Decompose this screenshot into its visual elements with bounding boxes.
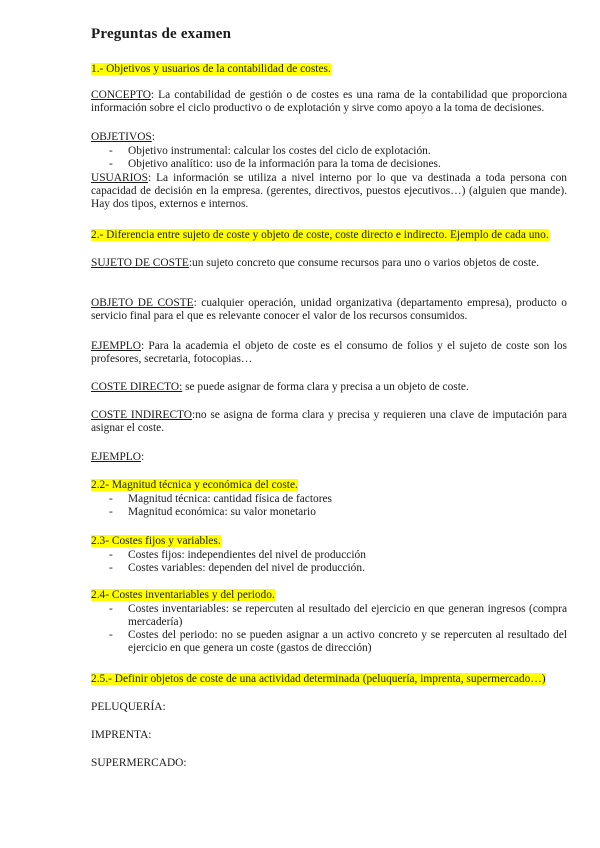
q24-heading: [91, 589, 567, 602]
ejemplo2-label: EJEMPLO: [91, 451, 141, 463]
list-item: - Costes inventariables: se repercuten al resultado del ejercicio en que generan ingresos (compra mercadería): [91, 603, 567, 629]
objeto-text: : cualquier operación, unidad organizativa (departamento empresa), producto o servicio final para el que es relevante conocer el valor de los recursos consumidos.: [91, 297, 567, 322]
q2-objeto-paragraph: [91, 297, 567, 323]
q2-sujeto-paragraph: [91, 257, 567, 270]
sujeto-label: SUJETO DE COSTE: [91, 257, 189, 269]
coste-directo-label: COSTE DIRECTO:: [91, 381, 183, 393]
usuarios-text: : La información se utiliza a nivel interno por lo que va destinada a toda persona con capacidad de decisión en la empresa. (gerentes, directivos, puestos ejecutivos…) (alguien que mande). Hay dos tipos, externos e internos.: [91, 172, 567, 210]
concepto-text: : La contabilidad de gestión o de costes es una rama de la contabilidad que proporciona información sobre el ciclo productivo o de explotación y sirve como apoyo a la toma de decisiones.: [91, 89, 567, 114]
list-item: - Magnitud económica: su valor monetario: [91, 506, 567, 519]
q2-heading: [91, 229, 567, 242]
q2-ejemplo2-line: [91, 451, 567, 464]
q23-heading: [91, 535, 567, 548]
label-supermercado: SUPERMERCADO:: [91, 757, 187, 769]
q2-heading-text: 2.- Diferencia entre sujeto de coste y objeto de coste, coste directo e indirecto. Ejemplo de cada uno.: [91, 229, 549, 241]
q23-heading-text: 2.3- Costes fijos y variables.: [91, 535, 221, 547]
objetivos-label: OBJETIVOS: [91, 131, 152, 143]
q1-objetivos-label-line: [91, 131, 567, 144]
q23-list: [91, 549, 567, 575]
q2-coste-indirecto-paragraph: [91, 409, 567, 435]
list-item: - Magnitud técnica: cantidad física de factores: [91, 493, 567, 506]
q1-concepto-paragraph: [91, 89, 567, 115]
q1-usuarios-paragraph: [91, 172, 567, 211]
q24-list: [91, 603, 567, 655]
label-peluqueria: PELUQUERÍA:: [91, 701, 166, 713]
usuarios-label: USUARIOS: [91, 172, 148, 184]
ejemplo-label: EJEMPLO: [91, 340, 141, 352]
q25-heading-text: 2.5.- Definir objetos de coste de una actividad determinada (peluquería, imprenta, supermercado…): [91, 673, 546, 685]
list-item: - Objetivo instrumental: calcular los costes del ciclo de explotación.: [91, 145, 567, 158]
list-item: - Costes variables: dependen del nivel de producción.: [91, 562, 567, 575]
q1-heading: [91, 63, 567, 76]
label-imprenta: IMPRENTA:: [91, 729, 152, 741]
coste-directo-text: se puede asignar de forma clara y precisa a un objeto de coste.: [182, 381, 469, 393]
q2-coste-directo-paragraph: [91, 381, 567, 394]
coste-indirecto-text: :no se asigna de forma clara y precisa y requieren una clave de imputación para asignar el coste.: [91, 409, 567, 434]
q1-heading-text: 1.- Objetivos y usuarios de la contabilidad de costes.: [91, 63, 331, 75]
page-title: Preguntas de examen: [91, 26, 232, 42]
list-item: - Costes del periodo: no se pueden asignar a un activo concreto y se repercuten al resultado del ejercicio en que genera un coste (gastos de dirección): [91, 629, 567, 655]
q24-heading-text: 2.4- Costes inventariables y del periodo.: [91, 589, 275, 601]
q2-ejemplo-paragraph: [91, 340, 567, 366]
ejemplo-text: : Para la academia el objeto de coste es el consumo de folios y el sujeto de coste son los profesores, secretaria, fotocopias…: [91, 340, 567, 365]
q22-heading-text: 2.2- Magnitud técnica y económica del coste.: [91, 479, 298, 491]
q22-list: [91, 493, 567, 519]
q25-heading: [91, 673, 567, 686]
objeto-label: OBJETO DE COSTE: [91, 297, 194, 309]
ejemplo2-colon: :: [141, 451, 145, 463]
coste-indirecto-label: COSTE INDIRECTO: [91, 409, 193, 421]
list-item: - Objetivo analítico: uso de la información para la toma de decisiones.: [91, 158, 567, 171]
sujeto-text: :un sujeto concreto que consume recursos para uno o varios objetos de coste.: [188, 257, 540, 269]
q22-heading: [91, 479, 567, 492]
objetivos-colon: :: [151, 131, 155, 143]
list-item: - Costes fijos: independientes del nivel de producción: [91, 549, 567, 562]
concepto-label: CONCEPTO: [91, 89, 151, 101]
q1-objetivos-list: [91, 145, 567, 171]
